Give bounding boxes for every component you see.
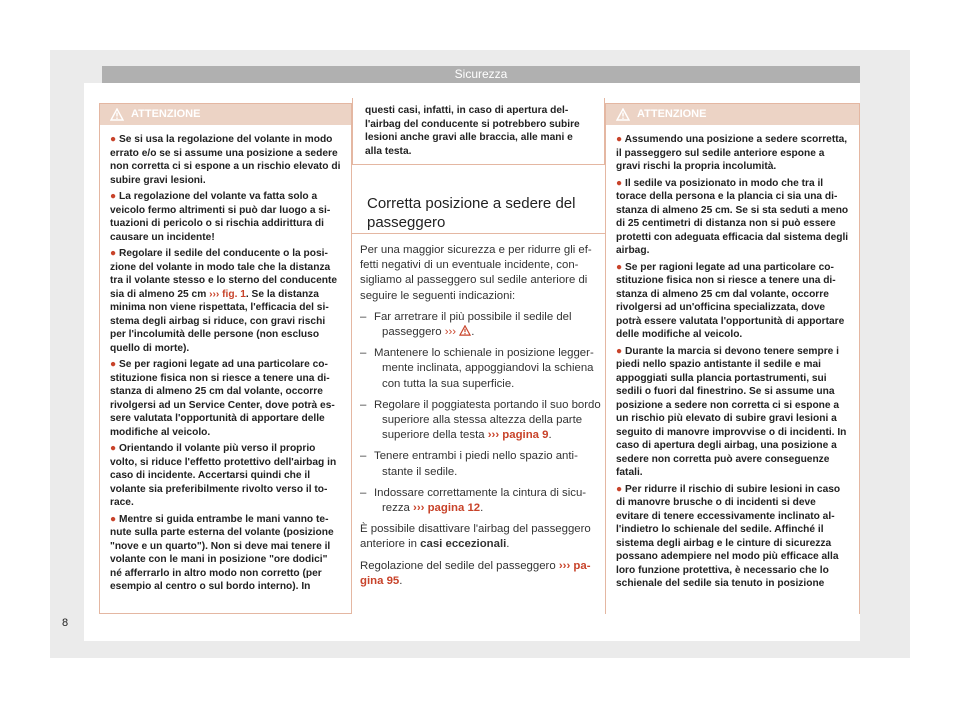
warning-box-right (605, 103, 860, 614)
warning-box-left (99, 103, 352, 614)
figure-link[interactable]: ››› fig. 1 (209, 288, 246, 300)
warning-link[interactable]: ››› (444, 326, 457, 339)
warning-header (100, 104, 351, 125)
page-number: 8 (62, 617, 69, 629)
page-header (102, 66, 860, 83)
warning-body (606, 125, 859, 591)
section-body (360, 243, 605, 595)
warning-item: ● Se si usa la regolazione del volante in modo errato e/o se si assume una posizione a sedere non corretta ci si espone a un rischio elevato di subire gravi lesioni. (110, 134, 341, 186)
warning-triangle-icon (616, 108, 630, 121)
warning-heading: ATTENZIONE (637, 108, 707, 120)
page-link[interactable]: ››› pagina 9 (487, 429, 549, 442)
warning-body (100, 125, 351, 594)
section-divider (352, 233, 606, 234)
warning-item: ● Se per ragioni legate ad una particolare costituzione fisica non si riesce a tenere una distanza di almeno 25 cm dal volante, occorre rivolgersi ad un'officina specializzata, dove potrà essere valutata l'opportunità di apportare delle modifiche al veicolo. (616, 261, 845, 340)
page-link[interactable]: ››› pagina 95 (360, 559, 591, 587)
warning-triangle-icon (110, 108, 124, 121)
step-item: – Mantenere lo schienale in posizione leggermente inclinata, appoggiandovi la schiena con tutta la sua superficie. (360, 347, 594, 390)
step-item: – Indossare correttamente la cintura di sicurezza ››› pagina 12. (360, 486, 587, 515)
step-item: – Far arretrare il più possibile il sedile del passeggero ››› . (360, 310, 572, 339)
warning-item: ● La regolazione del volante va fatta solo a veicolo fermo altrimenti si può dar luogo a situazioni di pericolo o si rischia addirittura di causare un incidente! (110, 191, 331, 243)
warning-item: ● Regolare il sedile del conducente o la posizione del volante in modo tale che la distanza tra il volante stesso e lo sterno del conducente sia di almeno 25 cm ››› fig. 1. Se la distanza minima non viene rispettata, l'efficacia del sistema degli airbag si riduce, con gravi rischi per l'incolumità delle persone (non escluso quello di morte). (110, 248, 338, 354)
warning-heading: ATTENZIONE (131, 108, 201, 120)
warning-item: ● Il sedile va posizionato in modo che tra il torace della persona e la plancia ci sia una distanza di almeno 25 cm. Se si sta seduti a meno di 25 centimetri di distanza non si può essere protetti con adeguata efficacia dal sistema degli airbag. (616, 177, 849, 256)
step-item: – Regolare il poggiatesta portando il suo bordo superiore alla stessa altezza della parte superiore della testa ››› pagina 9. (360, 398, 601, 442)
warning-item: ● Mentre si guida entrambe le mani vanno tenute sulla parte esterna del volante (posizione "nove e un quarto"). Non si deve mai tenere il volante con le mani in posizione "ore dodici" né afferrarlo in altro modo non corretto (per esempio al centro o sul bordo interno). In (110, 513, 334, 592)
warning-item: ● Per ridurre il rischio di subire lesioni in caso di manovre brusche o di incidenti si deve evitare di tenere eccessivamente inclinato all'indietro lo schienale del sedile. Affinché il sistema degli airbag e le cinture di sicurezza possano adempiere nel modo più efficace alla loro funzione protettiva, è necessario che lo schienale del sedile sia tenuto in posizione (616, 483, 841, 589)
page-link[interactable]: ››› pagina 12 (413, 502, 481, 515)
seat-paragraph: Regolazione del sedile del passeggero ››› pagina 95. (360, 559, 591, 587)
step-item: – Tenere entrambi i piedi nello spazio antistante il sedile. (360, 450, 578, 478)
section-title: Corretta posizione a sedere del passeggero (367, 195, 576, 231)
warning-continuation: questi casi, infatti, in caso di apertura dell'airbag del conducente si potrebbero subire lesioni anche gravi alle braccia, alle mani e alla testa. (352, 98, 605, 165)
warning-item: ● Orientando il volante più verso il proprio volto, si riduce l'effetto protettivo dell'airbag in caso di incidente. Accertarsi quindi che il volante sia preferibilmente rivolto verso il torace. (110, 443, 337, 508)
airbag-paragraph: È possibile disattivare l'airbag del passeggero anteriore in casi eccezionali. (360, 523, 591, 551)
intro-paragraph: Per una maggior sicurezza e per ridurre gli effetti negativi di un eventuale incidente, consigliamo al passeggero sul sedile anteriore di seguire le seguenti indicazioni: (360, 244, 592, 302)
section-title-header: Sicurezza (454, 67, 508, 81)
warning-item: ● Se per ragioni legate ad una particolare costituzione fisica non si riesce a tenere una distanza di almeno 25 cm dal volante, occorre rivolgersi ad un Service Center, dove potrà essere valutata l'opportunità di apportare delle modifiche al veicolo. (110, 359, 335, 438)
warning-header (606, 104, 859, 125)
warning-item: ● Assumendo una posizione a sedere scorretta, il passeggero sul sedile anteriore espone a gravi rischi la propria incolumità. (616, 134, 848, 172)
warning-item: ● Durante la marcia si devono tenere sempre i piedi nello spazio antistante il sedile e mai appoggiati sulla plancia portastrumenti, sui sedili o fuori dal finestrino. Se si assume una posizione a sedere non corretta ci si espone a un rischio più elevato di subire gravi lesioni a seguito di manovre improvvise o di incidenti. In caso di apertura degli airbag, una posizione a sedere non corretta può avere conseguenze fatali. (616, 345, 847, 478)
warning-triangle-icon (459, 325, 471, 336)
